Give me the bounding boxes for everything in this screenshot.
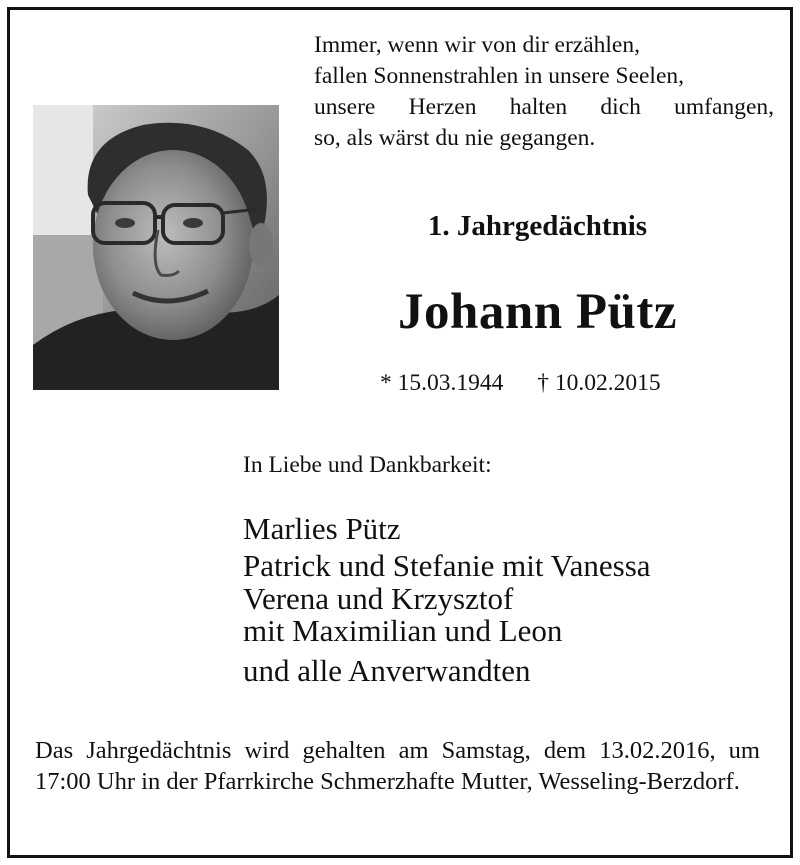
family-member: und alle Anverwandten xyxy=(243,653,531,688)
family-list xyxy=(243,510,651,689)
portrait-photo xyxy=(33,105,279,390)
poem-line: unsere Herzen halten dich umfangen, xyxy=(314,94,774,120)
poem-line: fallen Sonnenstrahlen in unsere Seelen, xyxy=(314,63,685,89)
life-dates xyxy=(380,370,780,397)
family-member: Verena und Krzysztof xyxy=(243,581,514,616)
family-member: Marlies Pütz xyxy=(243,511,401,546)
family-member: Patrick und Stefanie mit Vanessa xyxy=(243,548,651,583)
dedication-line: In Liebe und Dankbarkeit: xyxy=(243,452,492,478)
poem-line: so, als wärst du nie gegangen. xyxy=(314,125,596,151)
family-member: mit Maximilian und Leon xyxy=(243,613,563,648)
service-notice: Das Jahrgedächtnis wird gehalten am Samstag, dem 13.02.2016, um 17:00 Uhr in der Pfarrkirche Schmerzhafte Mutter, Wesseling-Berzdorf. xyxy=(35,737,760,795)
poem-line: Immer, wenn wir von dir erzählen, xyxy=(314,32,640,58)
memorial-poem xyxy=(314,30,774,154)
memorial-subtitle: 1. Jahrgedächtnis xyxy=(427,210,648,242)
deceased-name: Johann Pütz xyxy=(398,284,677,340)
birth-date: * 15.03.1944 xyxy=(380,370,504,396)
death-date: † 10.02.2015 xyxy=(537,370,661,396)
